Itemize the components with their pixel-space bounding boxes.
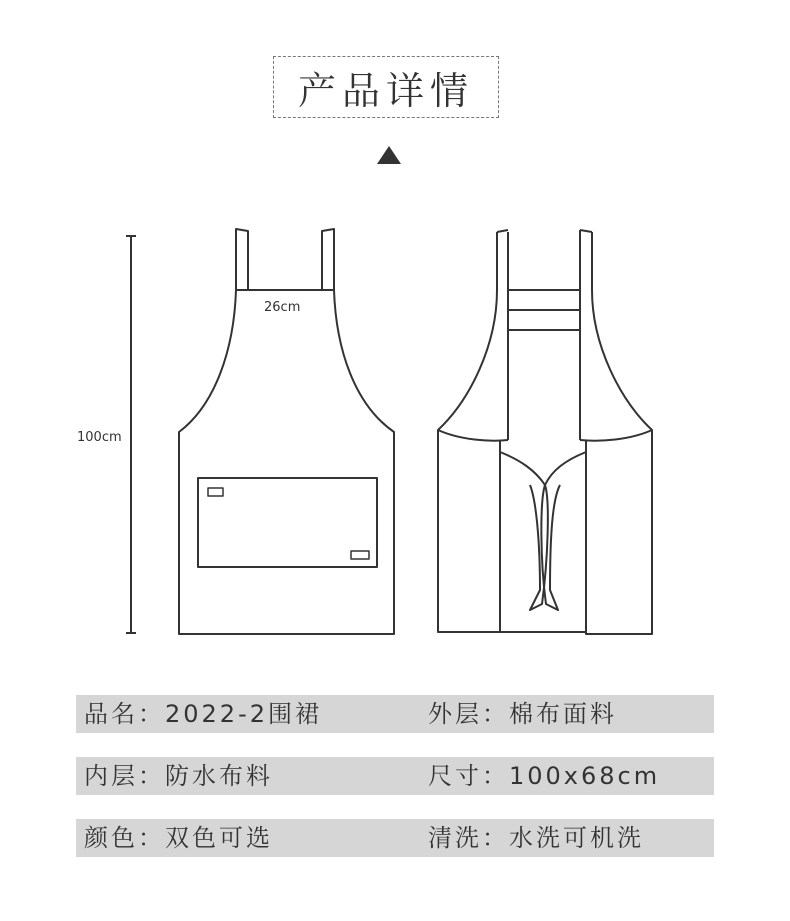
apron-pocket xyxy=(198,478,377,567)
height-label: 100cm xyxy=(77,430,122,445)
spec-row-3 xyxy=(76,819,714,857)
chest-width-label: 26cm xyxy=(264,300,301,315)
apron-front xyxy=(179,229,394,634)
spec-washing: 清洗：水洗可机洗 xyxy=(428,824,644,852)
spec-row-2 xyxy=(76,757,714,795)
spec-size: 尺寸：100x68cm xyxy=(428,762,661,790)
spec-row-1 xyxy=(76,695,714,733)
spec-inner-layer: 内层：防水布料 xyxy=(84,762,273,790)
page-title: 产品详情 xyxy=(273,56,499,118)
spec-outer-layer: 外层：棉布面料 xyxy=(428,700,617,728)
spec-color: 颜色：双色可选 xyxy=(84,824,273,852)
spec-name: 品名：2022-2围裙 xyxy=(84,700,323,728)
apron-back xyxy=(438,230,652,634)
